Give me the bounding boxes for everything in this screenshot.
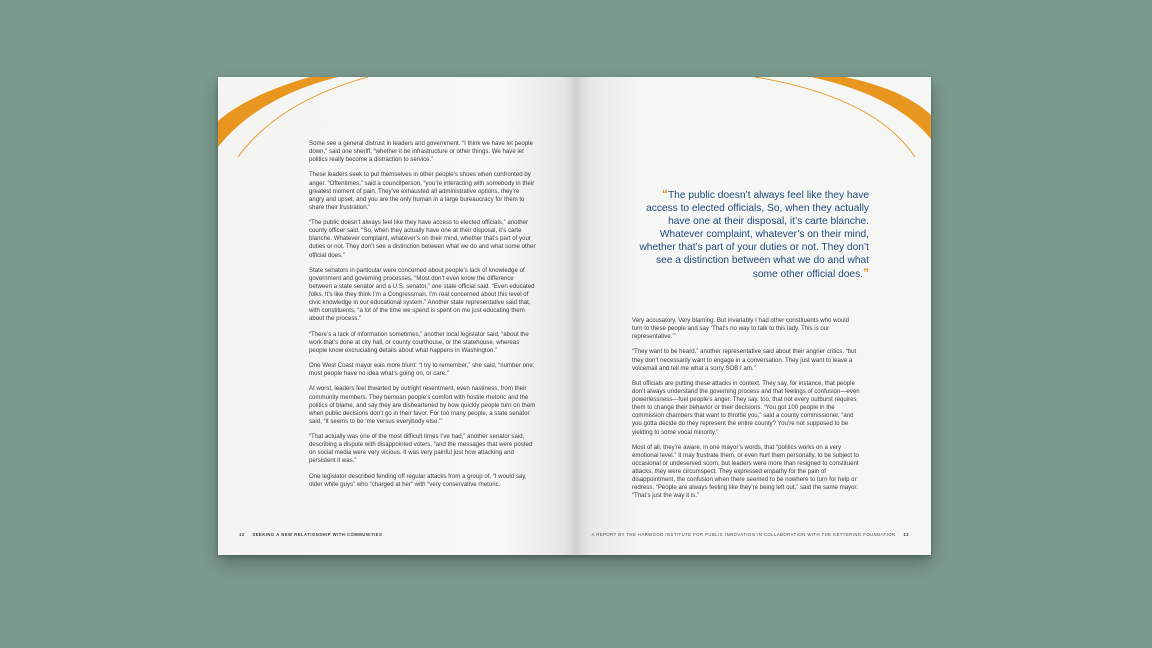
running-title: A REPORT BY THE HARWOOD INSTITUTE FOR PUBLIC INNOVATION IN COLLABORATION WITH THE KETTERING FOUNDATION	[591, 532, 896, 537]
paragraph: “The public doesn’t always feel like they have access to elected officials,” another county officer said. “So, when they actually have one at their disposal, it’s carte blanche. Whatever complaint, whatever’s on their mind, whether that’s part of your duties or not. They don’t see a distinction between what we do and what some other official does.”	[309, 219, 536, 259]
close-quote-mark: ”	[863, 266, 869, 280]
open-brochure-spread	[218, 77, 931, 555]
paragraph: Very accusatory. Very blaming. But invariably I had other constituents who would turn to these people and say ‘That’s no way to talk to this lady. This is our representative.’”	[632, 317, 850, 341]
paragraph: One West Coast mayor was more blunt: “I try to remember,” she said, “number one: most people have no idea what’s going on, or care.”	[309, 362, 535, 378]
paragraph: These leaders seek to put themselves in other people’s shoes when confronted by anger. “Oftentimes,” said a councilperson, “you’re interacting with somebody in their greatest moment of pain. They’ve exhausted all administrative options, they’re angry and upset, and you are the only human in a large bureaucracy for them to share their frustration.”	[309, 171, 535, 211]
orange-arc-band	[811, 77, 931, 139]
left-page	[218, 77, 575, 555]
left-body-text	[309, 140, 536, 496]
paragraph: At worst, leaders feel thwarted by outright resentment, even nastiness, from their community members. They bemoan people’s comfort with hostile rhetoric and the politics of blame, and say they are disheartened by how quickly people turn on them when public decisions don’t go in their favor. For too many people, a state senator said, “it seems to be ‘me versus everybody else.’”	[309, 385, 536, 425]
paragraph: One legislator described fending off regular attacks from a group of, “I would say, older white guys” who “charged at her” with “very conservative rhetoric.	[309, 472, 527, 488]
pull-quote	[639, 188, 869, 281]
paragraph: “There’s a lack of information sometimes,” another local legislator said, “about the work that’s done at city hall, or county courthouse, or the statehouse, whereas people know excruciating details about what happens in Washington.”	[309, 330, 529, 354]
paragraph: Some see a general distrust in leaders and government. “I think we have let people down,” said one sheriff, “whether it be infrastructure or other things. We have let politics really become a distraction to service.”	[309, 140, 533, 164]
running-title: SEEKING A NEW RELATIONSHIP WITH COMMUNITIES	[252, 532, 383, 537]
paragraph: “They want to be heard,” another representative said about their angrier critics, “but they don’t necessarily want to engage in a conversation. They just want to leave a voicemail and tell me what a sorry SOB I am.”	[632, 348, 857, 372]
paragraph: “That actually was one of the most difficult times I’ve had,” another senator said, describing a dispute with disappointed voters, “and the messages that were posted on social media were very vicious. It was very painful just how attacking and persistent it was.”	[309, 433, 533, 465]
orange-arc-band	[218, 77, 338, 147]
page-number: 12	[239, 532, 245, 537]
open-quote-mark: “	[661, 187, 668, 201]
paragraph: But officials are putting these attacks in context. They say, for instance, that people don’t always understand the governing process and that feelings of confusion—even powerlessness—fuel people’s anger. They say, too, that not every outburst requires them to change their behavior or their decisions. “You got 100 people in the commission chambers that want to throttle you,” said a county commissioner, “and you gotta decide do they represent the entire county? You’re not supposed to be yielding to some vocal minority.”	[632, 379, 860, 436]
right-body-text	[632, 317, 860, 508]
pull-quote-text: The public doesn’t always feel like they have access to elected officials, So, when they actually have one at their disposal, it’s carte blanche. Whatever complaint, whatever’s on their mind, whether that’s part of your duties or not. They don’t see a distinction between what we do and what some other official does.	[639, 190, 869, 280]
orange-arc-line	[755, 77, 915, 157]
orange-arc-decoration	[575, 77, 931, 157]
paragraph: Most of all, they’re aware, in one mayor’s words, that “politics works on a very emotional level.” It may frustrate them, or even hurt them personally, to be subject to occasional or undeserved scorn, but leaders were more than resigned to constituent attacks, they were circumspect. They expressed empathy for the pain of disappointment, the confusion when there seemed to be nowhere to turn for help or redress. “People are always feeling like they’re being left out,” said the same mayor. “That’s just the way it is.”	[632, 443, 859, 500]
paragraph: State senators in particular were concerned about people’s lack of knowledge of government and governing processes. “Most don’t even know the difference between a state senator and a U.S. senator,” one state official said. “Even educated folks. It’s like they think I’m a Congressman. I’m real concerned about this level of civic knowledge in our educational system.” Another state representative said that, with constituents, “a lot of the time we spend is spent on me just educating them about the process.”	[309, 266, 535, 323]
page-number: 13	[903, 532, 909, 537]
right-footer	[592, 532, 915, 537]
left-footer	[233, 532, 382, 537]
right-page	[575, 77, 931, 555]
